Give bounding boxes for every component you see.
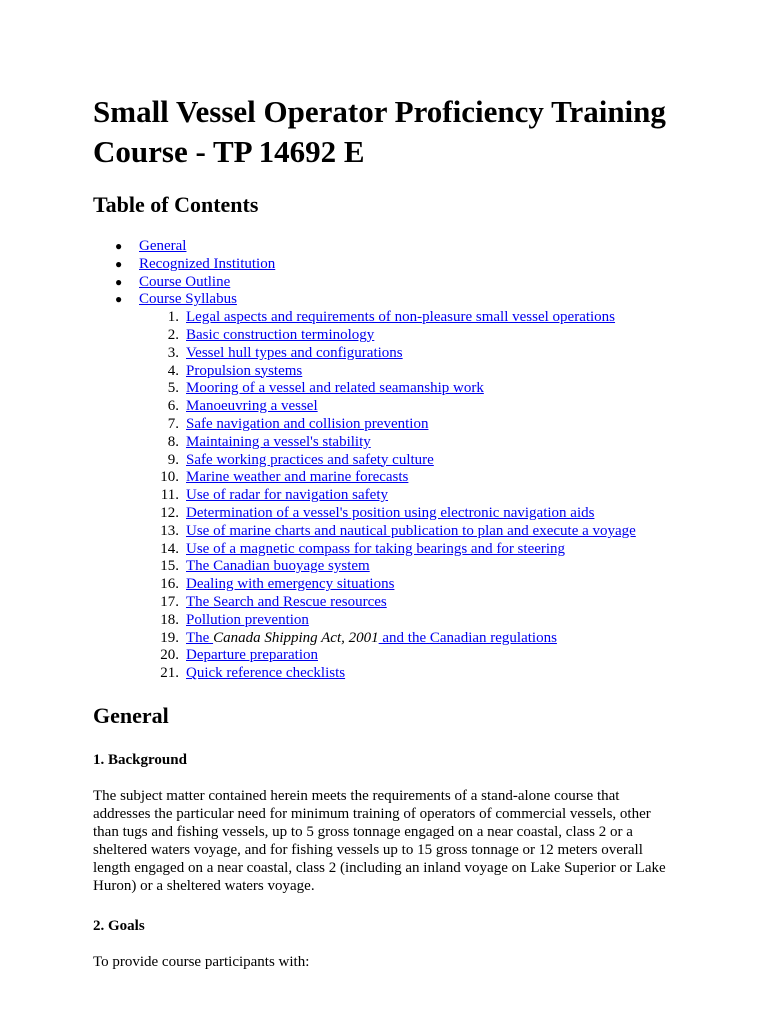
toc-item-course-syllabus [93,291,733,309]
syllabus-item [93,452,733,470]
item-number: 13. [160,522,179,539]
syllabus-item [93,469,733,487]
syllabus-link[interactable]: Propulsion systems [186,362,303,379]
item-number: 5. [167,380,179,397]
syllabus-item [93,327,733,345]
toc-heading: Table of Contents [93,192,259,217]
syllabus-link-pre[interactable]: The [186,629,214,646]
item-number: 2. [167,326,179,343]
syllabus-link[interactable]: Use of a magnetic compass for taking bearings and for steering [186,540,566,557]
syllabus-item [93,363,733,381]
syllabus-link[interactable]: Basic construction terminology [186,326,375,343]
background-paragraph: The subject matter contained herein meets the requirements of a stand-alone course that addresses the particular need for minimum training of operators of commercial vessels, other than tugs and fishing vessels, up to 5 gross tonnage engaged on a near coastal, class 2 or a sheltered waters voyage, and for fishing vessels up to 15 gross tonnage or 12 meters overall length engaged on a near coastal, class 2 (including an inland voyage on Lake Superior or Lake Huron) or a sheltered waters voyage. [93,787,666,894]
syllabus-item [93,665,733,683]
bullet-icon: ● [115,256,123,271]
item-number: 8. [167,433,179,450]
syllabus-item [93,380,733,398]
syllabus-item [93,558,733,576]
toc-link-general[interactable]: General [139,238,187,254]
item-number: 12. [160,504,179,521]
syllabus-link[interactable]: Dealing with emergency situations [186,576,395,593]
item-number: 17. [160,593,179,610]
syllabus-link[interactable]: Safe navigation and collision prevention [186,415,429,432]
syllabus-link[interactable]: Maintaining a vessel's stability [186,433,371,450]
syllabus-list [93,309,733,683]
syllabus-link-post[interactable]: and the Canadian regulations [378,629,557,646]
syllabus-link[interactable]: Mooring of a vessel and related seamanship work [186,380,484,397]
syllabus-link[interactable]: Vessel hull types and configurations [186,344,403,361]
bullet-icon: ● [115,239,123,253]
syllabus-item [93,612,733,630]
goals-paragraph: To provide course participants with: [93,953,310,970]
syllabus-link[interactable]: Quick reference checklists [186,665,346,682]
syllabus-item [93,398,733,416]
item-number: 16. [160,576,179,593]
item-number: 9. [167,451,179,468]
item-number: 7. [167,415,179,432]
item-number: 10. [160,469,179,486]
toc-item-general [93,238,733,256]
general-heading: General [93,702,169,728]
item-number: 21. [160,665,179,682]
item-number: 15. [160,558,179,575]
syllabus-item [93,630,733,648]
syllabus-item [93,541,733,559]
syllabus-link[interactable]: The Canadian buoyage system [186,558,370,575]
page-title: Small Vessel Operator Proficiency Training Course - TP 14692 E [93,94,666,169]
syllabus-item [93,505,733,523]
syllabus-link[interactable]: Safe working practices and safety culture [186,451,434,468]
item-number: 11. [160,487,179,504]
bullet-icon: ● [115,274,123,289]
syllabus-item [93,487,733,505]
toc-link-course-syllabus[interactable]: Course Syllabus [139,291,237,308]
toc-link-course-outline[interactable]: Course Outline [139,273,231,290]
syllabus-link[interactable]: Marine weather and marine forecasts [186,469,409,486]
toc-link-recognized-institution[interactable]: Recognized Institution [139,255,276,272]
syllabus-link[interactable]: Use of marine charts and nautical publication to plan and execute a voyage [186,522,636,539]
syllabus-link[interactable]: Legal aspects and requirements of non-pleasure small vessel operations [186,309,616,326]
item-number: 18. [160,611,179,628]
syllabus-link[interactable]: Determination of a vessel's position using electronic navigation aids [186,504,595,521]
syllabus-item [93,434,733,452]
syllabus-item [93,594,733,612]
item-number: 6. [167,398,179,415]
syllabus-link[interactable]: Pollution prevention [186,611,309,628]
syllabus-link[interactable]: Departure preparation [186,647,319,664]
syllabus-item [93,416,733,434]
syllabus-link[interactable]: Use of radar for navigation safety [186,487,389,504]
goals-heading: 2. Goals [93,917,145,934]
item-number: 3. [167,344,179,361]
syllabus-item [93,523,733,541]
item-number: 20. [160,647,179,664]
bullet-icon: ● [115,292,123,307]
item-number: 19. [160,629,179,646]
table-of-contents [93,238,733,309]
syllabus-item [93,345,733,363]
background-heading: 1. Background [93,751,187,768]
syllabus-link[interactable]: The Search and Rescue resources [186,593,387,610]
item-number: 1. [167,309,179,326]
item-number: 14. [160,540,179,557]
item-number: 4. [167,362,179,379]
syllabus-item [93,576,733,594]
syllabus-link[interactable]: Manoeuvring a vessel [186,398,318,415]
syllabus-item [93,647,733,665]
syllabus-item [93,309,733,327]
toc-item-course-outline [93,274,733,292]
toc-item-recognized-institution [93,256,733,274]
act-title: Canada Shipping Act, 2001 [213,629,379,646]
